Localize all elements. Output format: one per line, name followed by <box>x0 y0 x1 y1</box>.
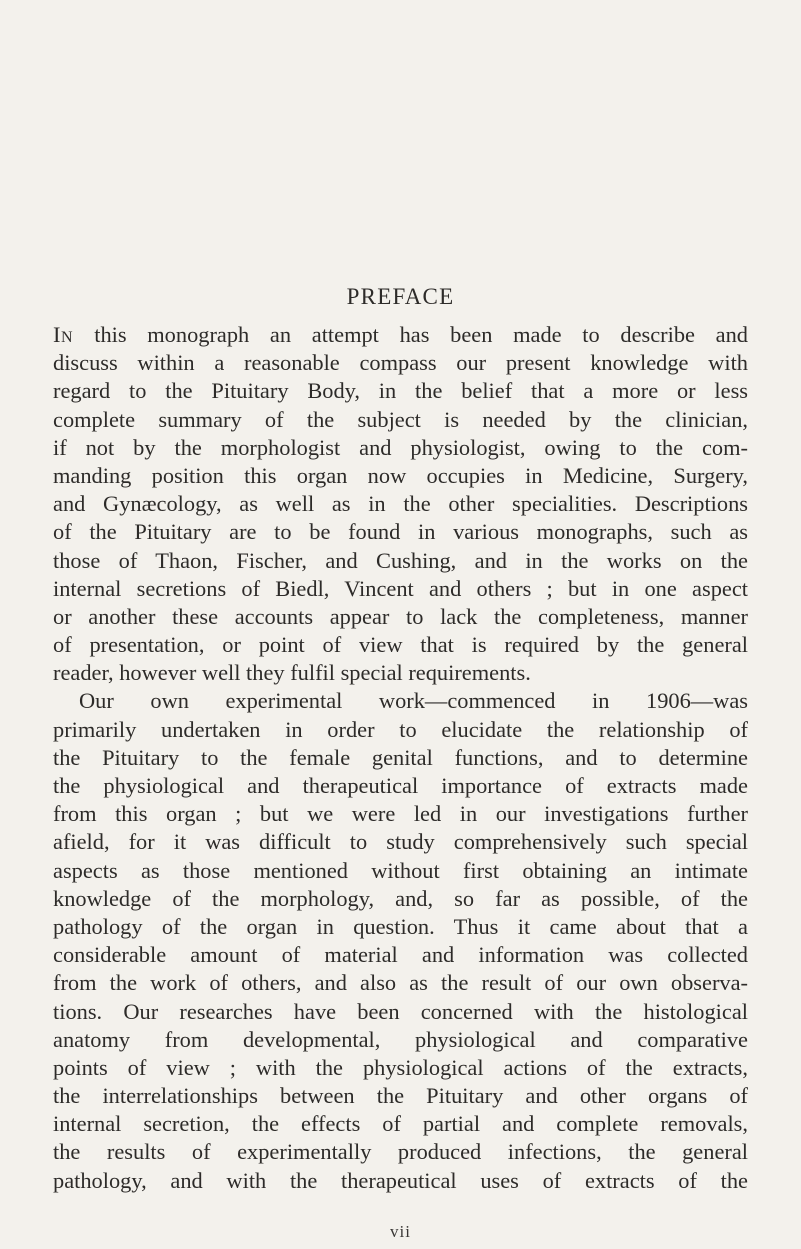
opening-initial: I <box>53 322 61 347</box>
text-line: from the work of others, and also as the result of our own observa- <box>53 970 748 996</box>
text-line: afield, for it was difficult to study comprehensively such special <box>53 829 748 855</box>
text-line: the Pituitary to the female genital functions, and to determine <box>53 744 748 770</box>
text-line: primarily undertaken in order to elucidate the relationship of <box>53 716 748 742</box>
text-line: internal secretions of Biedl, Vincent and others ; but in one aspect <box>53 575 748 601</box>
text-line: of the Pituitary are to be found in various monographs, such as <box>53 519 748 545</box>
page-title: PREFACE <box>346 284 455 309</box>
text-line: Our own experimental work—commenced in 1906—was <box>79 688 748 714</box>
text-line: knowledge of the morphology, and, so far as possible, of the <box>53 885 748 911</box>
text-line: tions. Our researches have been concerned with the histological <box>53 998 748 1024</box>
preface-body <box>53 321 748 1195</box>
text-line: complete summary of the subject is needed by the clinician, <box>53 406 748 432</box>
text-line: points of view ; with the physiological actions of the extracts, <box>53 1054 748 1080</box>
opening-smallcaps: N <box>60 329 74 346</box>
text-line: or another these accounts appear to lack the completeness, manner <box>53 603 748 629</box>
text-line: if not by the morphologist and physiologist, owing to the com- <box>53 434 748 460</box>
text-line: those of Thaon, Fischer, and Cushing, and in the works on the <box>53 547 748 573</box>
text-line: from this organ ; but we were led in our investigations further <box>53 801 748 827</box>
page-number: vii <box>390 1222 411 1241</box>
text-line: manding position this organ now occupies in Medicine, Surgery, <box>53 462 748 488</box>
text-line: regard to the Pituitary Body, in the belief that a more or less <box>53 378 748 404</box>
text-line: reader, however well they fulfil special requirements. <box>53 660 531 686</box>
text-line: aspects as those mentioned without first obtaining an intimate <box>53 857 748 883</box>
text-line: pathology of the organ in question. Thus it came about that a <box>53 913 748 939</box>
text-line: anatomy from developmental, physiological and comparative <box>53 1026 748 1052</box>
text-line: considerable amount of material and information was collected <box>53 942 748 968</box>
text-line: internal secretion, the effects of partial and complete removals, <box>53 1111 748 1137</box>
text-line: and Gynæcology, as well as in the other specialities. Descriptions <box>53 491 748 517</box>
text-line: the interrelationships between the Pituitary and other organs of <box>53 1083 748 1109</box>
text-line: the results of experimentally produced infections, the general <box>53 1139 748 1165</box>
text-line: the physiological and therapeutical importance of extracts made <box>53 773 748 798</box>
text-line: discuss within a reasonable compass our present knowledge with <box>53 350 748 376</box>
text-line: of presentation, or point of view that is required by the general <box>53 632 748 658</box>
text-line: IN this monograph an attempt has been made to describe and <box>53 322 748 347</box>
text-line: pathology, and with the therapeutical uses of extracts of the <box>53 1167 748 1193</box>
